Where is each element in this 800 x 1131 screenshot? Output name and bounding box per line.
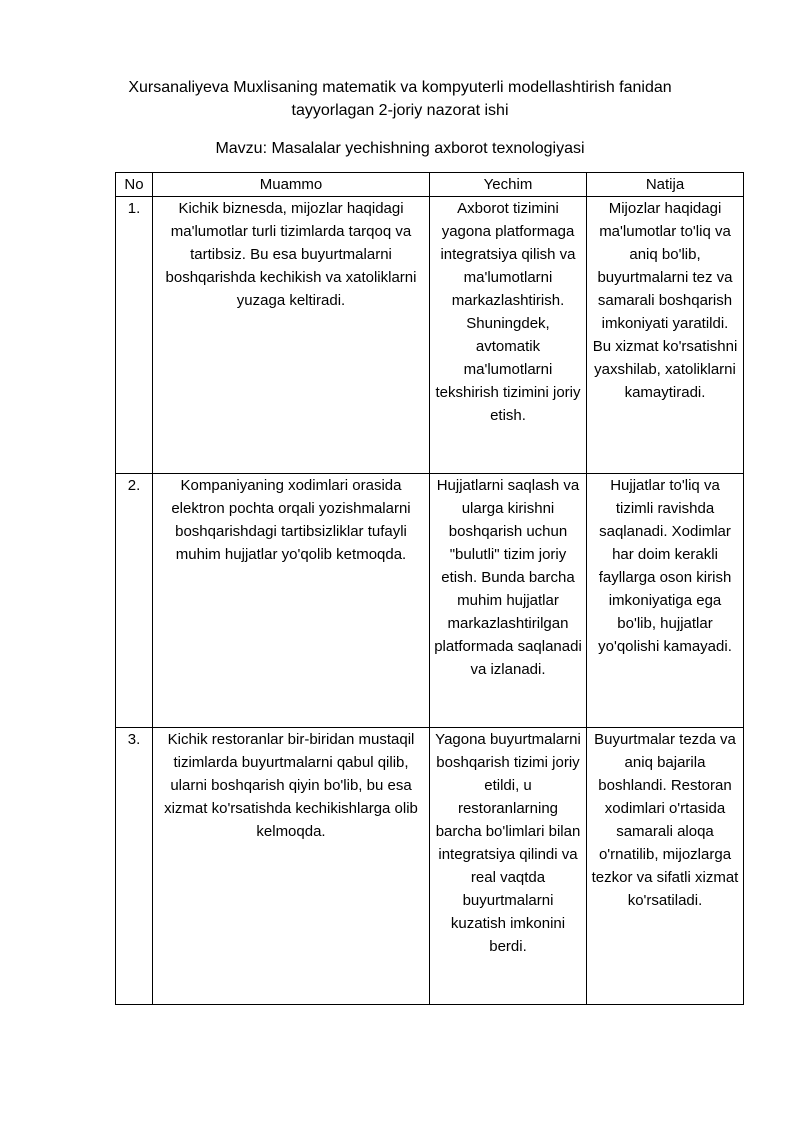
table-row [116, 728, 744, 1005]
document-title: Xursanaliyeva Muxlisaning matematik va kompyuterli modellashtirish fanidan tayyorlagan 2-joriy nazorat ishi [128, 79, 672, 119]
table-header-row [116, 173, 744, 197]
header-solution: Yechim [430, 173, 587, 197]
cell-no: 3. [116, 728, 153, 1005]
cell-problem: Kichik biznesda, mijozlar haqidagi ma'lumotlar turli tizimlarda tarqoq va tartibsiz. Bu esa buyurtmalarni boshqarishda kechikish va xatoliklarni yuzaga keltiradi. [153, 197, 430, 474]
document-topic: Mavzu: Masalalar yechishning axborot texnologiyasi [215, 140, 585, 157]
table-row [116, 474, 744, 728]
report-table [115, 172, 744, 1005]
table-row [116, 197, 744, 474]
header-result: Natija [587, 173, 744, 197]
cell-result: Mijozlar haqidagi ma'lumotlar to'liq va aniq bo'lib, buyurtmalarni tez va samarali boshqarish imkoniyati yaratildi. Bu xizmat ko'rsatishni yaxshilab, xatoliklarni kamaytiradi. [587, 197, 744, 474]
cell-result: Hujjatlar to'liq va tizimli ravishda saqlanadi. Xodimlar har doim kerakli fayllarga oson kirish imkoniyatiga ega bo'lib, hujjatlar yo'qolishi kamayadi. [587, 474, 744, 728]
cell-no: 1. [116, 197, 153, 474]
header-problem: Muammo [153, 173, 430, 197]
cell-solution: Yagona buyurtmalarni boshqarish tizimi joriy etildi, u restoranlarning barcha bo'limlari bilan integratsiya qilindi va real vaqtda buyurtmalarni kuzatish imkonini berdi. [430, 728, 587, 1005]
cell-no: 2. [116, 474, 153, 728]
cell-solution: Hujjatlarni saqlash va ularga kirishni boshqarish uchun "bulutli" tizim joriy etish. Bunda barcha muhim hujjatlar markazlashtirilgan platformada saqlanadi va izlanadi. [430, 474, 587, 728]
header-no: No [116, 173, 153, 197]
cell-solution: Axborot tizimini yagona platformaga integratsiya qilish va ma'lumotlarni markazlashtirish. Shuningdek, avtomatik ma'lumotlarni tekshirish tizimini joriy etish. [430, 197, 587, 474]
cell-problem: Kichik restoranlar bir-biridan mustaqil tizimlarda buyurtmalarni qabul qilib, ularni boshqarish qiyin bo'lib, bu esa xizmat ko'rsatishda kechikishlarga olib kelmoqda. [153, 728, 430, 1005]
cell-result: Buyurtmalar tezda va aniq bajarila boshlandi. Restoran xodimlari o'rtasida samarali aloqa o'rnatilib, mijozlarga tezkor va sifatli xizmat ko'rsatiladi. [587, 728, 744, 1005]
cell-problem: Kompaniyaning xodimlari orasida elektron pochta orqali yozishmalarni boshqarishdagi tartibsizliklar tufayli muhim hujjatlar yo'qolib ketmoqda. [153, 474, 430, 728]
